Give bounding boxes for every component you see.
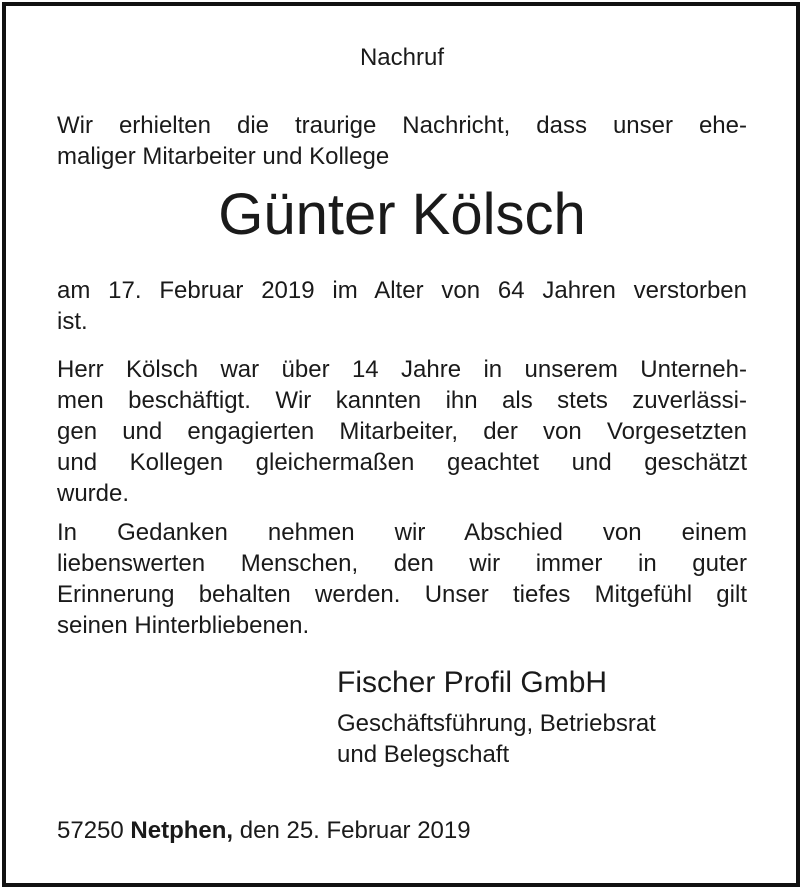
farewell-line: Erinnerung behalten werden. Unser tiefes Mitgefühl gilt	[57, 581, 747, 608]
postcode: 57250	[57, 817, 124, 844]
signer-line: Geschäftsführung, Betriebsrat	[337, 710, 656, 737]
heading: Nachruf	[359, 44, 445, 71]
signer-subtitle	[337, 708, 757, 770]
signer-block	[337, 664, 757, 770]
intro-paragraph	[57, 110, 747, 172]
employment-line: men beschäftigt. Wir kannten ihn als stets zuverlässi-	[57, 387, 747, 414]
employment-line: gen und engagierten Mitarbeiter, der von Vorgesetzten	[57, 418, 747, 445]
farewell-line: seinen Hinterbliebenen.	[57, 612, 310, 639]
farewell-line: In Gedanken nehmen wir Abschied von einem	[57, 519, 747, 546]
intro-line: Wir erhielten die traurige Nachricht, dass unser ehe-	[57, 112, 747, 139]
dateline	[57, 815, 471, 846]
date: den 25. Februar 2019	[239, 817, 471, 844]
employment-line: wurde.	[57, 480, 130, 507]
city: Netphen,	[130, 817, 234, 844]
signer-line: und Belegschaft	[337, 741, 510, 768]
employment-line: und Kollegen gleichermaßen geachtet und geschätzt	[57, 449, 747, 476]
company-name: Fischer Profil GmbH	[337, 666, 608, 699]
death-line: ist.	[57, 308, 88, 335]
farewell-paragraph	[57, 517, 747, 641]
employment-paragraph	[57, 354, 747, 509]
death-line: am 17. Februar 2019 im Alter von 64 Jahren verstorben	[57, 277, 747, 304]
farewell-line: liebenswerten Menschen, den wir immer in guter	[57, 550, 747, 577]
employment-line: Herr Kölsch war über 14 Jahre in unserem Unterneh-	[57, 356, 747, 383]
death-paragraph	[57, 275, 747, 337]
intro-line: maliger Mitarbeiter und Kollege	[57, 143, 390, 170]
deceased-name: Günter Kölsch	[218, 182, 586, 247]
